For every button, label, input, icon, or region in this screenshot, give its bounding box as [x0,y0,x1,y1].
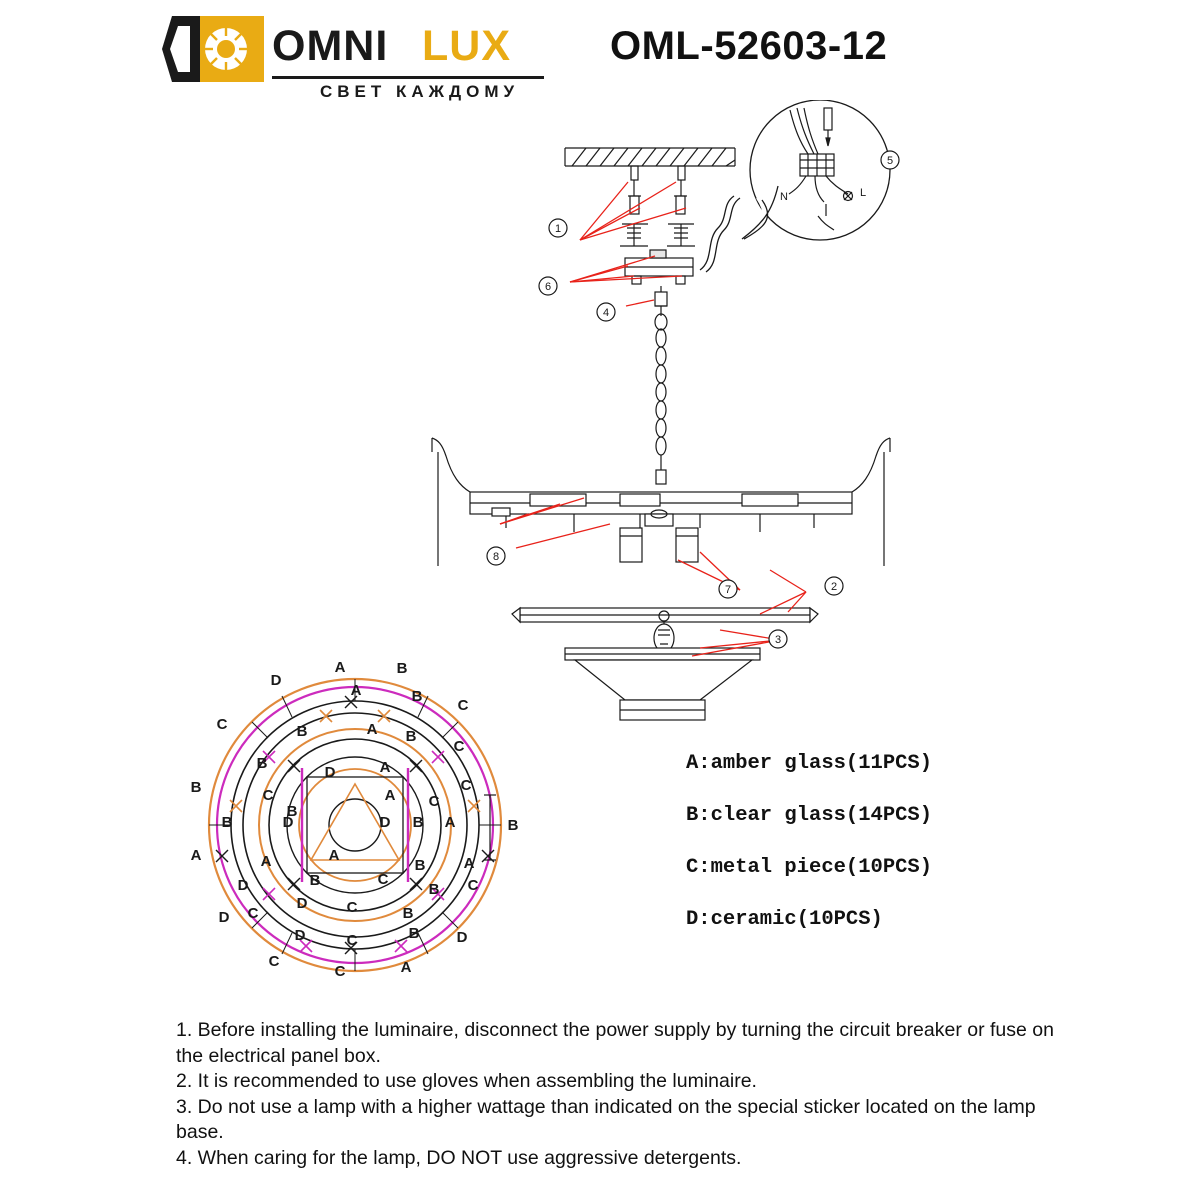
svg-text:B: B [507,817,519,834]
svg-text:A: A [384,787,396,804]
note-4: 4. When caring for the lamp, DO NOT use aggressive detergents. [176,1146,742,1169]
svg-text:A: A [334,659,346,676]
ceiling-surface [565,148,735,166]
svg-text:C: C [334,963,346,980]
svg-text:C: C [377,871,389,888]
ceiling-anchors [631,166,685,196]
svg-text:B: B [408,925,420,942]
svg-text:B: B [412,814,424,831]
terminal-block-detail [742,100,890,240]
callout-4: 4 [602,307,610,319]
svg-text:D: D [218,909,230,926]
terminal-label-l: L [860,187,867,199]
bottom-shade [565,648,760,720]
svg-text:A: A [444,814,456,831]
svg-text:A: A [260,853,272,870]
svg-text:C: C [247,905,259,922]
svg-text:D: D [379,814,391,831]
svg-text:B: B [221,814,233,831]
callout-2: 2 [830,581,838,593]
svg-text:B: B [296,723,308,740]
svg-text:A: A [190,847,202,864]
svg-text:C: C [457,697,469,714]
logo-text-lux: LUX [422,22,511,70]
header [0,0,1200,110]
note-3: 3. Do not use a lamp with a higher wattage than indicated on the special sticker located on the lamp base. [176,1095,1036,1143]
legend-item-d: D:ceramic(10PCS) [686,908,883,931]
svg-text:B: B [411,688,423,705]
svg-text:C: C [346,899,358,916]
svg-text:A: A [350,682,362,699]
parts-legend [686,752,1026,960]
note-2: 2. It is recommended to use gloves when assembling the luminaire. [176,1070,757,1092]
legend-item-b: B:clear glass(14PCS) [686,804,933,827]
svg-text:B: B [286,803,298,820]
callout-7: 7 [724,584,732,596]
svg-text:B: B [428,881,440,898]
crystal-layout-plan [209,679,501,971]
svg-text:D: D [296,895,308,912]
svg-text:A: A [463,855,475,872]
logo-text-omni: OMNI [272,22,389,70]
svg-text:D: D [324,764,336,781]
svg-text:D: D [294,927,306,944]
plan-letter-labels [191,659,519,980]
callout-5: 5 [886,155,894,167]
svg-text:A: A [400,959,412,976]
svg-text:B: B [414,857,426,874]
model-code: OML-52603-12 [610,24,888,68]
callout-1: 1 [554,223,562,235]
legend-item-a: A:amber glass(11PCS) [686,752,933,775]
logo-tagline: СВЕТ КАЖДОМУ [320,82,520,101]
svg-text:A: A [328,847,340,864]
svg-text:C: C [268,953,280,970]
svg-text:B: B [256,755,268,772]
svg-text:B: B [309,872,321,889]
callout-6: 6 [544,281,552,293]
svg-text:D: D [270,672,282,689]
terminal-label-n: N [780,191,788,203]
omnilux-mark-icon [160,14,265,84]
svg-text:D: D [456,929,468,946]
brand-logo [160,14,560,106]
svg-text:A: A [366,721,378,738]
callout-8: 8 [492,551,500,563]
svg-text:C: C [467,877,479,894]
svg-text:C: C [216,716,228,733]
screw-dowel-group [620,196,695,246]
svg-text:B: B [402,905,414,922]
svg-text:A: A [379,759,391,776]
svg-text:D: D [237,877,249,894]
svg-text:D: D [282,814,294,831]
svg-text:C: C [428,793,440,810]
svg-text:C: C [453,738,465,755]
svg-text:C: C [346,932,358,949]
svg-text:B: B [405,728,417,745]
chain-assembly [655,286,667,484]
safety-notes [176,1018,1056,1171]
svg-text:B: B [396,660,408,677]
lamp-sockets [620,510,698,562]
note-1: 1. Before installing the luminaire, disconnect the power supply by turning the circuit breaker or fuse on the electrical panel box. [176,1019,1054,1067]
svg-text:C: C [262,787,274,804]
legend-item-c: C:metal piece(10PCS) [686,856,933,879]
svg-text:B: B [190,779,202,796]
svg-text:C: C [460,777,472,794]
logo-divider [272,76,544,79]
callout-3: 3 [774,634,782,646]
